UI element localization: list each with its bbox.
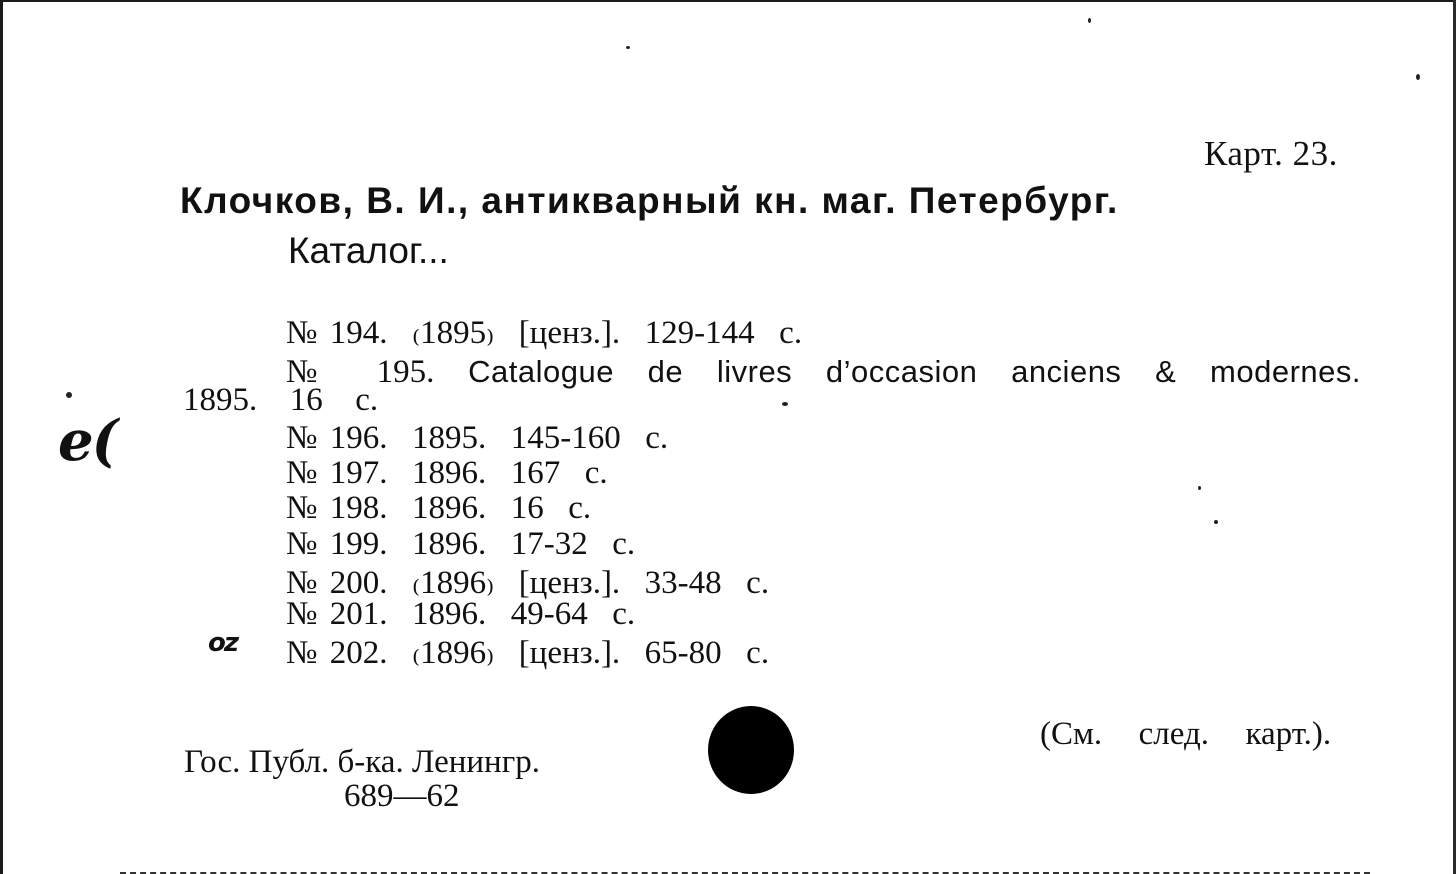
- entry-195: [286, 354, 1361, 391]
- handwritten-margin-note: e(: [58, 408, 117, 474]
- punch-hole: [708, 706, 794, 794]
- ink-speck: [1416, 74, 1420, 80]
- ink-speck: [626, 46, 630, 49]
- entry-198: № 198. 1896. 16 с.: [286, 490, 592, 526]
- entry-195-word: d’occasion: [825, 354, 978, 389]
- library-imprint: Гос. Публ. б-ка. Ленингр.: [184, 744, 541, 780]
- entry-194: № 194. ₍1895₎ [ценз.]. 129-144 с.: [286, 315, 803, 351]
- entry-195-word: anciens: [1011, 354, 1122, 389]
- entry-195-word: Catalogue: [468, 354, 614, 389]
- card-subtitle: Каталог...: [288, 230, 449, 271]
- entry-195-word: de: [647, 354, 684, 389]
- entry-195-word: &: [1155, 354, 1177, 389]
- handwritten-mark: oz: [208, 628, 237, 658]
- entry-196: № 196. 1895. 145-160 с.: [286, 420, 669, 456]
- ink-speck: [1198, 486, 1201, 490]
- entry-201: № 201. 1896. 49-64 с.: [286, 596, 636, 632]
- ink-speck: [782, 402, 788, 406]
- entry-202: № 202. ₍1896₎ [ценз.]. 65-80 с.: [286, 635, 770, 671]
- card-heading: Клочков, В. И., антикварный кн. маг. Петербург.: [180, 180, 1119, 221]
- entry-195-word: livres: [716, 354, 793, 389]
- entry-195-continuation: 1895. 16 с.: [183, 382, 379, 418]
- entry-197: № 197. 1896. 167 с.: [286, 455, 608, 491]
- ink-speck: [1214, 520, 1218, 524]
- see-next-card: (См. след. карт.).: [1040, 716, 1332, 752]
- ink-speck: [66, 392, 72, 398]
- ink-speck: [1088, 18, 1091, 23]
- entry-195-word: modernes.: [1210, 354, 1361, 389]
- entry-200: № 200. ₍1896₎ [ценз.]. 33-48 с.: [286, 565, 770, 601]
- library-print-code: 689—62: [344, 778, 460, 814]
- card-top-edge: [0, 0, 1456, 2]
- entry-195-number: № 195.: [286, 354, 435, 390]
- entry-199: № 199. 1896. 17-32 с.: [286, 526, 636, 562]
- card-left-edge: [0, 0, 3, 874]
- card-number: Карт. 23.: [1204, 134, 1338, 173]
